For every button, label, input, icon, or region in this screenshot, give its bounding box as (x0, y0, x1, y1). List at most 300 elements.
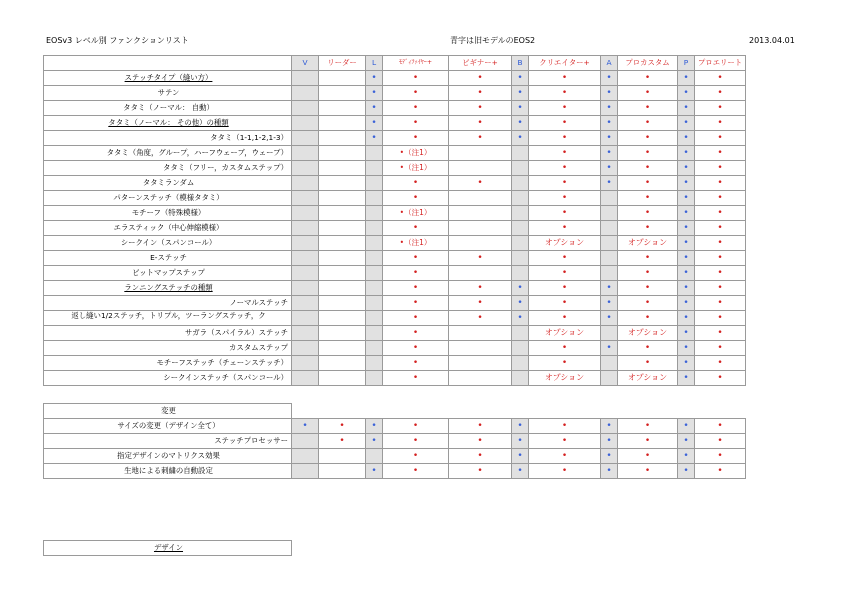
availability-dot: • (644, 283, 651, 293)
availability-dot: • (477, 283, 483, 293)
availability-dot: • (717, 103, 723, 113)
feature-label (44, 266, 292, 281)
matrix-cell (449, 311, 512, 326)
matrix-cell (383, 326, 449, 341)
eos2-availability-dot: • (517, 436, 523, 446)
availability-dot: • (477, 253, 483, 263)
matrix-cell (678, 176, 695, 191)
matrix-cell (383, 371, 449, 386)
empty-cell (512, 266, 529, 281)
availability-dot: • (717, 118, 723, 128)
feature-label (44, 131, 292, 146)
matrix-cell (618, 296, 678, 311)
matrix-cell (512, 86, 529, 101)
column-header: L (366, 56, 383, 71)
matrix-cell (529, 221, 601, 236)
change-matrix-table (43, 403, 746, 479)
matrix-cell (449, 449, 512, 464)
matrix-cell (678, 341, 695, 356)
feature-row (44, 311, 746, 326)
change-row (44, 419, 746, 434)
availability-dot: • (644, 193, 651, 203)
availability-dot: • (644, 208, 651, 218)
matrix-cell (678, 371, 695, 386)
availability-dot: • (412, 253, 419, 263)
matrix-cell (601, 101, 618, 116)
eos2-availability-dot: • (517, 313, 523, 323)
empty-cell (601, 266, 618, 281)
change-row (44, 449, 746, 464)
eos2-availability-dot: • (683, 343, 689, 353)
empty-cell (319, 161, 366, 176)
matrix-cell (695, 251, 746, 266)
empty-cell (512, 356, 529, 371)
feature-row (44, 296, 746, 311)
feature-label-text: ノーマルステッチ (229, 298, 288, 307)
matrix-cell (678, 191, 695, 206)
availability-dot: • (561, 208, 568, 218)
availability-dot: • (717, 238, 723, 248)
availability-dot: • (644, 88, 651, 98)
feature-label (44, 71, 292, 86)
matrix-cell (529, 449, 601, 464)
empty-cell (512, 146, 529, 161)
availability-dot: • (477, 421, 483, 431)
empty-cell (366, 146, 383, 161)
availability-dot: • (339, 421, 345, 431)
matrix-cell (529, 266, 601, 281)
function-matrix-table (43, 55, 746, 386)
matrix-cell (529, 311, 601, 326)
matrix-cell (383, 131, 449, 146)
matrix-cell (618, 464, 678, 479)
matrix-cell (449, 71, 512, 86)
matrix-cell (678, 281, 695, 296)
empty-cell (601, 356, 618, 371)
availability-dot: • (412, 118, 419, 128)
matrix-cell (383, 434, 449, 449)
matrix-cell (695, 116, 746, 131)
availability-dot: • (561, 313, 568, 323)
availability-dot: • (412, 193, 419, 203)
matrix-cell (529, 434, 601, 449)
matrix-cell (449, 131, 512, 146)
matrix-cell (678, 161, 695, 176)
empty-cell (449, 266, 512, 281)
feature-label-text: タタミ（1-1,1-2,1-3） (210, 133, 288, 142)
feature-label (44, 356, 292, 371)
matrix-cell (618, 131, 678, 146)
empty-cell (449, 191, 512, 206)
matrix-cell (601, 86, 618, 101)
design-section-table (43, 540, 292, 556)
feature-label (44, 311, 292, 326)
availability-dot: • (412, 421, 419, 431)
feature-label (44, 326, 292, 341)
feature-row (44, 191, 746, 206)
matrix-cell (383, 206, 449, 221)
empty-cell (366, 371, 383, 386)
matrix-cell (383, 71, 449, 86)
matrix-cell (618, 116, 678, 131)
empty-cell (292, 326, 319, 341)
matrix-cell (383, 251, 449, 266)
matrix-cell (366, 116, 383, 131)
availability-dot: • (477, 73, 483, 83)
availability-dot: • (561, 343, 568, 353)
availability-dot: • (412, 133, 419, 143)
empty-cell (512, 341, 529, 356)
feature-label (44, 449, 292, 464)
matrix-cell (695, 296, 746, 311)
feature-label-text: ランニングステッチの種類 (124, 283, 213, 292)
matrix-cell (601, 449, 618, 464)
empty-cell (292, 101, 319, 116)
empty-cell (292, 131, 319, 146)
empty-cell (366, 266, 383, 281)
feature-label-text: タタミ（角度，グループ，ハーフウェーブ，ウェーブ） (106, 148, 288, 157)
eos2-availability-dot: • (606, 283, 612, 293)
matrix-cell (383, 101, 449, 116)
column-header: B (512, 56, 529, 71)
column-header: V (292, 56, 319, 71)
feature-label (44, 371, 292, 386)
eos2-availability-dot: • (606, 103, 612, 113)
empty-cell (319, 191, 366, 206)
availability-dot: • (644, 358, 651, 368)
eos2-availability-dot: • (517, 73, 523, 83)
availability-dot: • (561, 148, 568, 158)
feature-label-text: シークインステッチ（スパンコール） (163, 373, 288, 382)
eos2-availability-dot: • (371, 133, 377, 143)
note1-label: •（注1） (399, 208, 432, 217)
empty-cell (449, 221, 512, 236)
eos2-availability-dot: • (683, 283, 689, 293)
eos2-availability-dot: • (371, 421, 377, 431)
matrix-cell (678, 464, 695, 479)
eos2-availability-dot: • (371, 466, 377, 476)
availability-dot: • (477, 88, 483, 98)
eos2-availability-dot: • (606, 343, 612, 353)
eos2-availability-dot: • (517, 133, 523, 143)
availability-dot: • (644, 163, 651, 173)
matrix-cell (618, 221, 678, 236)
availability-dot: • (717, 163, 723, 173)
matrix-cell (529, 86, 601, 101)
empty-cell (449, 161, 512, 176)
eos2-availability-dot: • (683, 313, 689, 323)
matrix-cell (678, 146, 695, 161)
empty-cell (292, 281, 319, 296)
availability-dot: • (477, 313, 483, 323)
availability-dot: • (561, 298, 568, 308)
matrix-cell (618, 71, 678, 86)
feature-label (44, 101, 292, 116)
matrix-cell (618, 101, 678, 116)
eos2-availability-dot: • (517, 118, 523, 128)
feature-row (44, 236, 746, 251)
empty-cell (366, 206, 383, 221)
empty-cell (319, 146, 366, 161)
empty-cell (449, 356, 512, 371)
availability-dot: • (644, 178, 651, 188)
empty-cell (366, 311, 383, 326)
availability-dot: • (412, 328, 419, 338)
availability-dot: • (717, 73, 723, 83)
matrix-cell (529, 146, 601, 161)
empty-cell (512, 236, 529, 251)
matrix-cell (449, 434, 512, 449)
matrix-cell (695, 341, 746, 356)
eos2-availability-dot: • (683, 253, 689, 263)
matrix-cell (512, 116, 529, 131)
matrix-cell (319, 419, 366, 434)
matrix-cell (695, 266, 746, 281)
availability-dot: • (561, 178, 568, 188)
availability-dot: • (561, 163, 568, 173)
availability-dot: • (717, 268, 723, 278)
matrix-cell (601, 419, 618, 434)
feature-label-text: ステッチプロセッサー (214, 436, 288, 445)
eos2-availability-dot: • (683, 223, 689, 233)
empty-cell (319, 464, 366, 479)
empty-cell (512, 206, 529, 221)
matrix-cell (383, 311, 449, 326)
empty-cell (292, 236, 319, 251)
matrix-cell (601, 464, 618, 479)
feature-row (44, 86, 746, 101)
matrix-cell (383, 146, 449, 161)
feature-label-text: タタミ（ノーマル： その他）の種類 (108, 118, 229, 127)
matrix-cell (678, 101, 695, 116)
matrix-cell (449, 176, 512, 191)
change-row (44, 434, 746, 449)
eos2-availability-dot: • (683, 268, 689, 278)
availability-dot: • (561, 466, 568, 476)
empty-cell (292, 176, 319, 191)
feature-label (44, 419, 292, 434)
empty-cell (319, 251, 366, 266)
matrix-cell (529, 176, 601, 191)
column-header: クリエイター+ (529, 56, 601, 71)
matrix-cell (695, 464, 746, 479)
empty-cell (366, 356, 383, 371)
eos2-availability-dot: • (606, 451, 612, 461)
empty-cell (319, 176, 366, 191)
availability-dot: • (717, 208, 723, 218)
matrix-cell (695, 449, 746, 464)
matrix-cell (529, 191, 601, 206)
document-date: 2013.04.01 (749, 36, 795, 45)
feature-label-text: カスタムステップ (229, 343, 288, 352)
matrix-cell (529, 161, 601, 176)
column-header: ﾓﾃﾞｨﾌｧｲﾔｰ+ (383, 56, 449, 71)
feature-label (44, 191, 292, 206)
matrix-cell (618, 434, 678, 449)
feature-row (44, 101, 746, 116)
availability-dot: • (477, 298, 483, 308)
feature-label-text: タタミランダム (142, 178, 195, 187)
empty-cell (292, 191, 319, 206)
empty-cell (319, 71, 366, 86)
matrix-cell (601, 281, 618, 296)
feature-row (44, 161, 746, 176)
matrix-cell (618, 326, 678, 341)
availability-dot: • (717, 328, 723, 338)
matrix-cell (695, 419, 746, 434)
empty-cell (512, 191, 529, 206)
availability-dot: • (644, 298, 651, 308)
feature-label-text: サテン (157, 88, 180, 97)
matrix-cell (618, 146, 678, 161)
empty-cell (366, 161, 383, 176)
section-label-change: 変更 (44, 404, 292, 419)
empty-cell (319, 221, 366, 236)
eos2-availability-dot: • (371, 88, 377, 98)
option-label: オプション (544, 238, 585, 247)
matrix-cell (618, 371, 678, 386)
availability-dot: • (717, 358, 723, 368)
note1-label: •（注1） (399, 148, 432, 157)
matrix-cell (512, 311, 529, 326)
availability-dot: • (561, 223, 568, 233)
feature-label-text: モチーフステッチ（チェーンステッチ） (156, 358, 288, 367)
matrix-cell (618, 341, 678, 356)
eos2-availability-dot: • (606, 178, 612, 188)
feature-row (44, 281, 746, 296)
eos2-availability-dot: • (683, 436, 689, 446)
eos2-availability-dot: • (683, 208, 689, 218)
matrix-cell (383, 464, 449, 479)
matrix-cell (529, 281, 601, 296)
availability-dot: • (644, 148, 651, 158)
availability-dot: • (717, 178, 723, 188)
availability-dot: • (561, 421, 568, 431)
matrix-cell (383, 161, 449, 176)
option-label: オプション (627, 328, 668, 337)
color-legend-note: 青字は旧モデルのEOS2 (450, 36, 536, 45)
feature-row (44, 131, 746, 146)
feature-label-text: サイズの変更（デザイン全て） (117, 421, 220, 430)
empty-cell (292, 371, 319, 386)
availability-dot: • (561, 193, 568, 203)
availability-dot: • (717, 421, 723, 431)
empty-cell (292, 206, 319, 221)
availability-dot: • (717, 436, 723, 446)
eos2-availability-dot: • (517, 451, 523, 461)
feature-label (44, 341, 292, 356)
empty-cell (319, 356, 366, 371)
availability-dot: • (644, 73, 651, 83)
feature-label (44, 251, 292, 266)
availability-dot: • (412, 451, 419, 461)
empty-cell (449, 326, 512, 341)
eos2-availability-dot: • (517, 298, 523, 308)
matrix-cell (449, 419, 512, 434)
eos2-availability-dot: • (517, 103, 523, 113)
availability-dot: • (717, 373, 723, 383)
matrix-cell (529, 341, 601, 356)
empty-cell (292, 221, 319, 236)
availability-dot: • (477, 103, 483, 113)
eos2-availability-dot: • (683, 298, 689, 308)
empty-cell (512, 176, 529, 191)
availability-dot: • (412, 436, 419, 446)
matrix-cell (695, 206, 746, 221)
empty-cell (512, 251, 529, 266)
matrix-cell (601, 296, 618, 311)
matrix-cell (512, 449, 529, 464)
feature-row (44, 341, 746, 356)
availability-dot: • (561, 436, 568, 446)
matrix-cell (383, 449, 449, 464)
matrix-cell (512, 434, 529, 449)
matrix-cell (529, 206, 601, 221)
note1-label: •（注1） (399, 238, 432, 247)
matrix-cell (678, 419, 695, 434)
feature-label-text: シークイン（スパンコール） (120, 238, 217, 247)
feature-label-text: 生地による刺繍の自動設定 (124, 466, 213, 475)
eos2-availability-dot: • (517, 421, 523, 431)
empty-cell (319, 86, 366, 101)
eos2-availability-dot: • (517, 466, 523, 476)
feature-label (44, 206, 292, 221)
matrix-cell (678, 71, 695, 86)
eos2-availability-dot: • (302, 421, 308, 431)
matrix-cell (695, 371, 746, 386)
matrix-cell (695, 161, 746, 176)
matrix-cell (449, 116, 512, 131)
matrix-cell (366, 464, 383, 479)
option-label: オプション (627, 373, 668, 382)
feature-row (44, 116, 746, 131)
matrix-cell (383, 419, 449, 434)
matrix-cell (695, 176, 746, 191)
empty-cell (292, 251, 319, 266)
availability-dot: • (644, 268, 651, 278)
availability-dot: • (717, 466, 723, 476)
availability-dot: • (561, 268, 568, 278)
matrix-cell (512, 101, 529, 116)
matrix-cell (678, 251, 695, 266)
matrix-cell (601, 434, 618, 449)
availability-dot: • (412, 88, 419, 98)
empty-cell (601, 221, 618, 236)
empty-cell (292, 116, 319, 131)
feature-row (44, 266, 746, 281)
feature-row (44, 71, 746, 86)
availability-dot: • (561, 358, 568, 368)
empty-cell (449, 206, 512, 221)
availability-dot: • (644, 223, 651, 233)
availability-dot: • (644, 103, 651, 113)
eos2-availability-dot: • (606, 466, 612, 476)
matrix-cell (529, 296, 601, 311)
eos2-availability-dot: • (683, 238, 689, 248)
matrix-cell (601, 71, 618, 86)
matrix-cell (512, 296, 529, 311)
feature-row (44, 356, 746, 371)
eos2-availability-dot: • (683, 421, 689, 431)
matrix-cell (601, 311, 618, 326)
feature-row (44, 251, 746, 266)
empty-cell (292, 296, 319, 311)
matrix-cell (383, 86, 449, 101)
eos2-availability-dot: • (683, 73, 689, 83)
availability-dot: • (412, 73, 419, 83)
section-filler (292, 404, 746, 419)
empty-cell (319, 326, 366, 341)
